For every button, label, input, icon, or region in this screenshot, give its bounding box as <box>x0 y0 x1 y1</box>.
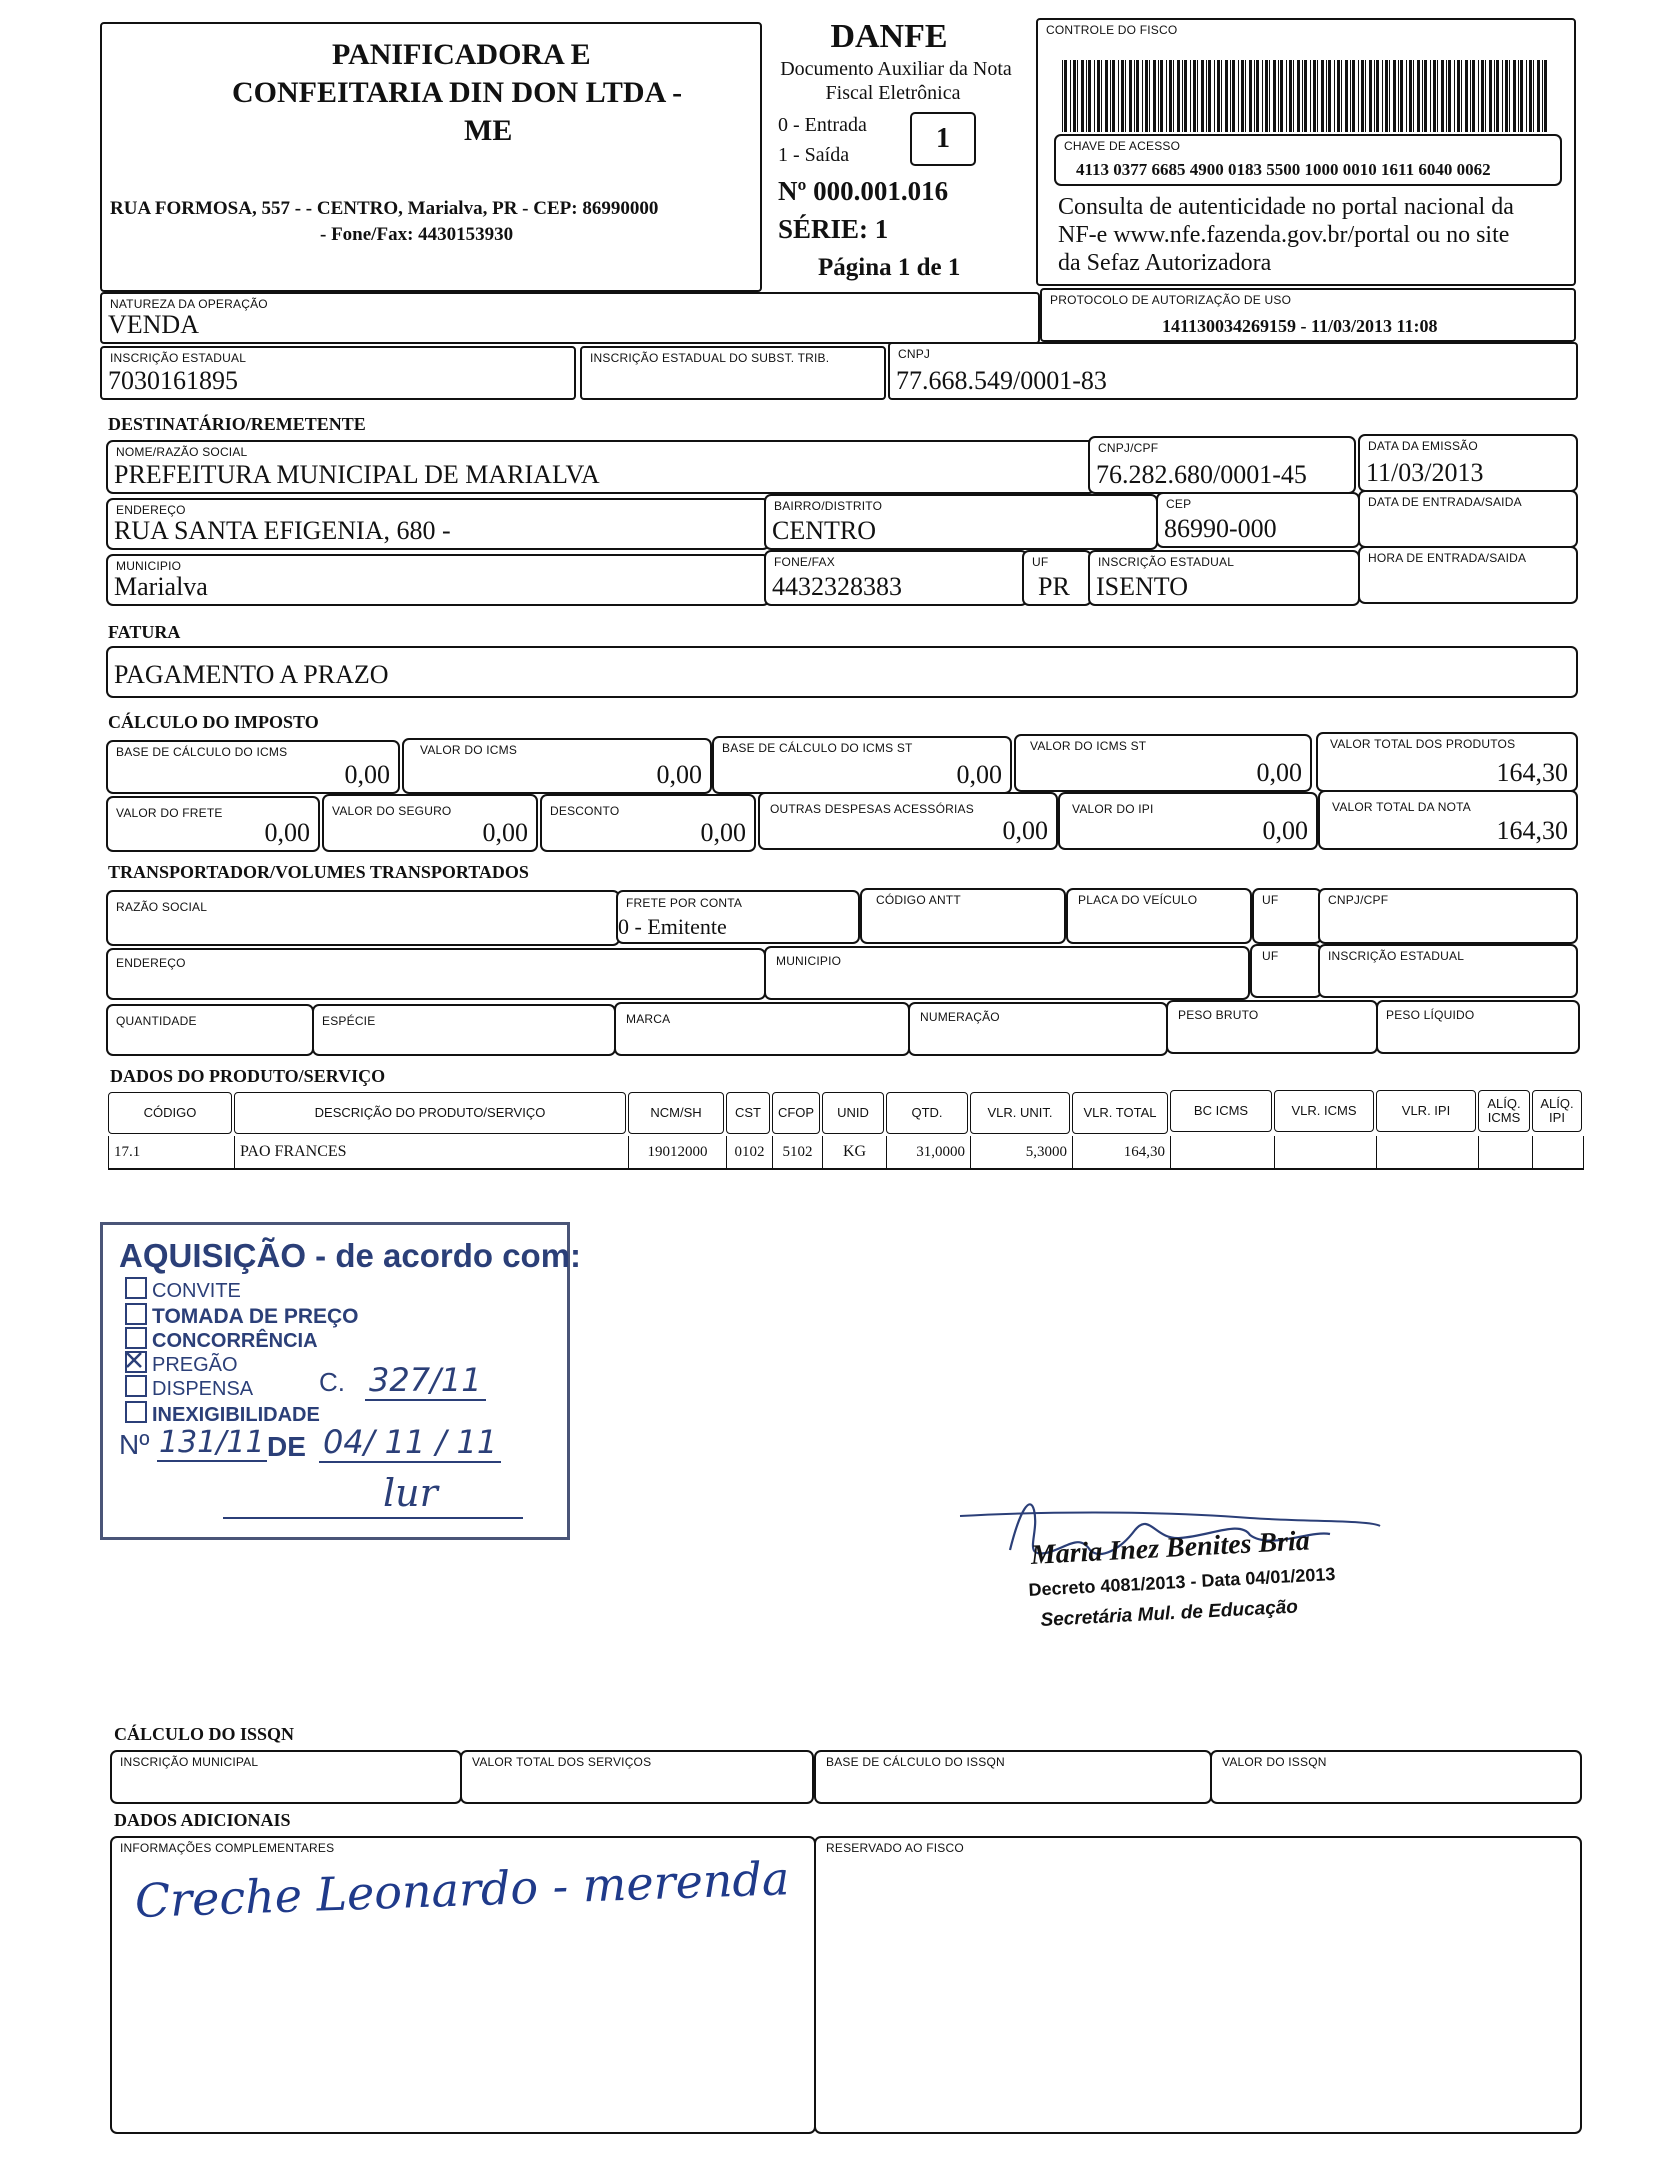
transp-endereco-box <box>106 948 766 1000</box>
natureza-label: NATUREZA DA OPERAÇÃO <box>110 297 268 311</box>
transp-peso-bruto-box <box>1166 1000 1378 1054</box>
section-produtos: DADOS DO PRODUTO/SERVIÇO <box>110 1066 386 1086</box>
emitter-name-line-2: CONFEITARIA DIN DON LTDA - <box>232 76 683 109</box>
transp-uf-box <box>1252 888 1322 944</box>
stamp-n-label: Nº <box>119 1429 150 1460</box>
stamp-signature-line <box>223 1517 523 1519</box>
dest-ie-box <box>1088 550 1360 606</box>
cnpj-emitter-value: 77.668.549/0001-83 <box>896 366 1107 395</box>
imp-total-produtos-box <box>1316 732 1578 792</box>
dest-nome-value: PREFEITURA MUNICIPAL DE MARIALVA <box>114 460 600 489</box>
transp-frete-value: 0 - Emitente <box>618 914 727 939</box>
ie-st-box <box>580 346 886 400</box>
natureza-value: VENDA <box>108 310 199 339</box>
transp-especie-label: ESPÉCIE <box>322 1014 376 1028</box>
issqn-valor-servicos-label: VALOR TOTAL DOS SERVIÇOS <box>472 1755 652 1769</box>
transp-antt-box <box>860 888 1066 944</box>
section-fatura: FATURA <box>108 622 181 642</box>
stamp-c-label: C. <box>319 1367 345 1397</box>
imp-frete-box <box>106 796 320 852</box>
controle-fisco-label: CONTROLE DO FISCO <box>1046 23 1178 37</box>
emitter-address: RUA FORMOSA, 557 - - CENTRO, Marialva, PR - CEP: 86990000 <box>110 198 659 219</box>
imp-outras-box <box>758 792 1058 850</box>
reservado-fisco-box <box>814 1836 1582 2134</box>
dest-ie-value: ISENTO <box>1096 572 1188 601</box>
transp-cnpj-box <box>1318 888 1578 944</box>
dest-cep-label: CEP <box>1166 497 1192 511</box>
issqn-valor-servicos-box <box>460 1750 814 1804</box>
dest-emissao-box <box>1358 434 1578 492</box>
transp-cnpj-label: CNPJ/CPF <box>1328 893 1389 907</box>
stamp-option-convite: CONVITE <box>125 1277 241 1303</box>
tipo-box <box>910 112 976 166</box>
cell-codigo: 17.1 <box>108 1136 234 1168</box>
stamp-de-value: 04/ 11 / 11 <box>319 1423 501 1463</box>
dest-cnpj-value: 76.282.680/0001-45 <box>1096 460 1307 489</box>
stamp-rubrica: lur <box>383 1471 438 1515</box>
cell-vlr-unit: 5,3000 <box>970 1136 1072 1168</box>
info-complementar-label: INFORMAÇÕES COMPLEMENTARES <box>120 1841 335 1855</box>
danfe-block <box>764 18 1034 288</box>
imp-valor-icms-st-value: 0,00 <box>1256 758 1302 787</box>
dest-fone-label: FONE/FAX <box>774 555 835 569</box>
dest-bairro-label: BAIRRO/DISTRITO <box>774 499 883 513</box>
imp-ipi-box <box>1058 792 1318 850</box>
ie-value: 7030161895 <box>108 366 238 395</box>
stamp-option-inexigibilidade: INEXIGIBILIDADE <box>125 1401 320 1427</box>
dest-municipio-value: Marialva <box>114 572 208 601</box>
imp-seguro-box <box>322 794 538 852</box>
imp-frete-value: 0,00 <box>264 818 310 847</box>
dest-uf-value: PR <box>1038 572 1070 601</box>
transp-uf-label: UF <box>1262 893 1279 907</box>
cell-aliq-ipi <box>1532 1136 1584 1168</box>
cell-cst: 0102 <box>726 1136 772 1168</box>
dest-nome-box <box>106 440 1096 494</box>
emitter-phone: - Fone/Fax: 4430153930 <box>320 224 514 245</box>
nf-number: Nº 000.001.016 <box>778 176 949 206</box>
checkbox-pregao-checked <box>125 1351 147 1373</box>
entrada-label: 0 - Entrada <box>778 114 867 136</box>
stamp-de-label: DE <box>267 1431 306 1462</box>
imp-base-icms-st-value: 0,00 <box>956 760 1002 789</box>
cell-unid: KG <box>822 1136 886 1168</box>
saida-label: 1 - Saída <box>778 144 850 166</box>
imp-desconto-box <box>540 794 756 852</box>
transp-municipio-label: MUNICIPIO <box>776 954 842 968</box>
imp-valor-icms-st-box <box>1014 734 1312 792</box>
imp-total-produtos-value: 164,30 <box>1496 758 1568 787</box>
dest-municipio-label: MUNICIPIO <box>116 559 182 573</box>
transp-uf2-label: UF <box>1262 949 1279 963</box>
stamp-option-dispensa: DISPENSA <box>125 1375 253 1401</box>
checkbox-tomada <box>125 1303 147 1325</box>
dest-endereco-value: RUA SANTA EFIGENIA, 680 - <box>114 516 451 545</box>
dest-hora-label: HORA DE ENTRADA/SAIDA <box>1368 551 1527 565</box>
dest-cep-value: 86990-000 <box>1164 514 1277 543</box>
col-header-vlr-total: VLR. TOTAL <box>1072 1092 1168 1134</box>
ie-box <box>100 346 576 400</box>
emitter-box <box>100 22 762 292</box>
col-header-aliq-ipi: ALÍQ. IPI <box>1532 1090 1582 1132</box>
imp-base-icms-st-box <box>712 736 1012 794</box>
transp-placa-label: PLACA DO VEÍCULO <box>1078 893 1198 907</box>
dest-hora-box <box>1358 546 1578 604</box>
consulta-line-1: Consulta de autenticidade no portal nacional da <box>1058 194 1514 220</box>
ie-label: INSCRIÇÃO ESTADUAL <box>110 351 247 365</box>
transp-endereco-label: ENDEREÇO <box>116 956 186 970</box>
transp-numeracao-label: NUMERAÇÃO <box>920 1010 1000 1024</box>
transp-placa-box <box>1066 888 1252 944</box>
cell-vlr-icms <box>1274 1136 1376 1168</box>
issqn-base-label: BASE DE CÁLCULO DO ISSQN <box>826 1755 1005 1769</box>
imp-frete-label: VALOR DO FRETE <box>116 806 223 820</box>
cell-descricao: PAO FRANCES <box>234 1136 628 1168</box>
barcode <box>1062 60 1554 132</box>
section-transporte: TRANSPORTADOR/VOLUMES TRANSPORTADOS <box>108 862 529 882</box>
cnpj-emitter-label: CNPJ <box>898 347 931 361</box>
imp-total-nota-box <box>1318 790 1578 850</box>
cell-ncm: 19012000 <box>628 1136 726 1168</box>
signer-name: Maria Inez Benites Bria <box>1030 1525 1311 1571</box>
imp-total-produtos-label: VALOR TOTAL DOS PRODUTOS <box>1330 737 1516 751</box>
cnpj-emitter-box <box>888 342 1578 400</box>
dest-emissao-label: DATA DA EMISSÃO <box>1368 439 1478 453</box>
fisco-box <box>1036 18 1576 286</box>
issqn-valor-box <box>1210 1750 1582 1804</box>
col-header-vlr-ipi: VLR. IPI <box>1376 1090 1476 1132</box>
fatura-box <box>106 646 1578 698</box>
consulta-line-3: da Sefaz Autorizadora <box>1058 250 1272 276</box>
consulta-line-2: NF-e www.nfe.fazenda.gov.br/portal ou no site <box>1058 222 1510 248</box>
imp-valor-icms-box <box>402 738 712 794</box>
issqn-inscricao-box <box>110 1750 462 1804</box>
transp-frete-label: FRETE POR CONTA <box>626 896 743 910</box>
imp-outras-value: 0,00 <box>1002 816 1048 845</box>
imp-valor-icms-label: VALOR DO ICMS <box>420 743 518 757</box>
dest-bairro-box <box>764 494 1158 550</box>
chave-value: 4113 0377 6685 4900 0183 5500 1000 0010 1611 6040 0062 <box>1076 160 1491 179</box>
transp-peso-bruto-label: PESO BRUTO <box>1178 1008 1259 1022</box>
col-header-bc-icms: BC ICMS <box>1170 1090 1272 1132</box>
info-complementar-box <box>110 1836 816 2134</box>
info-handwritten: Creche Leonardo - merenda <box>134 1851 791 1928</box>
checkbox-inexigibilidade <box>125 1401 147 1423</box>
dest-fone-box <box>764 550 1028 606</box>
signer-cargo: Secretária Mul. de Educação <box>1040 1596 1299 1631</box>
col-header-ncm: NCM/SH <box>628 1092 724 1134</box>
col-header-qtd: QTD. <box>886 1092 968 1134</box>
transp-frete-box <box>616 890 860 944</box>
transp-razao-box <box>106 890 620 946</box>
stamp-n-value: 131/11 <box>159 1425 265 1460</box>
cell-aliq-icms <box>1478 1136 1532 1168</box>
issqn-base-box <box>814 1750 1212 1804</box>
imp-ipi-label: VALOR DO IPI <box>1072 802 1154 816</box>
col-header-cfop: CFOP <box>772 1092 820 1134</box>
imp-seguro-label: VALOR DO SEGURO <box>332 804 452 818</box>
imp-desconto-label: DESCONTO <box>550 804 620 818</box>
reservado-fisco-label: RESERVADO AO FISCO <box>826 1841 964 1855</box>
stamp-option-concorrencia: CONCORRÊNCIA <box>125 1327 318 1353</box>
danfe-subtitle-1: Documento Auxiliar da Nota <box>780 58 1012 80</box>
dest-endereco-label: ENDEREÇO <box>116 503 186 517</box>
col-header-codigo: CÓDIGO <box>108 1092 232 1134</box>
section-destinatario: DESTINATÁRIO/REMETENTE <box>108 414 366 434</box>
imp-base-icms-value: 0,00 <box>344 760 390 789</box>
chave-label: CHAVE DE ACESSO <box>1064 139 1181 153</box>
transp-numeracao-box <box>908 1002 1168 1056</box>
issqn-valor-label: VALOR DO ISSQN <box>1222 1755 1327 1769</box>
dest-endereco-box <box>106 498 770 550</box>
transp-marca-label: MARCA <box>626 1012 671 1026</box>
col-header-cst: CST <box>726 1092 770 1134</box>
dest-cnpj-box <box>1088 436 1356 494</box>
signer-decreto: Decreto 4081/2013 - Data 04/01/2013 <box>1028 1563 1336 1600</box>
section-issqn: CÁLCULO DO ISSQN <box>114 1724 295 1744</box>
chave-box <box>1054 134 1562 186</box>
checkbox-convite <box>125 1277 147 1299</box>
emitter-name-line-3: ME <box>464 114 513 147</box>
protocolo-label: PROTOCOLO DE AUTORIZAÇÃO DE USO <box>1050 293 1292 307</box>
nf-serie: SÉRIE: 1 <box>778 214 889 244</box>
aquisicao-stamp <box>100 1222 582 1540</box>
imp-outras-label: OUTRAS DESPESAS ACESSÓRIAS <box>770 802 974 816</box>
issqn-inscricao-label: INSCRIÇÃO MUNICIPAL <box>120 1755 259 1769</box>
cell-qtd: 31,0000 <box>886 1136 970 1168</box>
stamp-title: AQUISIÇÃO - de acordo com: <box>119 1237 582 1274</box>
imp-valor-icms-value: 0,00 <box>656 760 702 789</box>
dest-fone-value: 4432328383 <box>772 572 902 601</box>
col-header-aliq-icms: ALÍQ. ICMS <box>1478 1090 1530 1132</box>
col-header-vlr-unit: VLR. UNIT. <box>970 1092 1070 1134</box>
stamp-option-pregao: PREGÃO <box>125 1351 238 1377</box>
danfe-subtitle-2: Fiscal Eletrônica <box>825 82 961 104</box>
transp-peso-liquido-label: PESO LÍQUIDO <box>1386 1008 1475 1022</box>
transp-razao-label: RAZÃO SOCIAL <box>116 900 208 914</box>
imp-desconto-value: 0,00 <box>700 818 746 847</box>
table-row <box>108 1136 1584 1170</box>
fatura-text: PAGAMENTO A PRAZO <box>114 660 389 689</box>
section-adicionais: DADOS ADICIONAIS <box>114 1810 291 1830</box>
natureza-box <box>100 292 1040 344</box>
dest-uf-box <box>1022 550 1092 606</box>
transp-uf2-box <box>1250 944 1322 998</box>
stamp-option-tomada: TOMADA DE PREÇO <box>125 1303 359 1329</box>
imp-seguro-value: 0,00 <box>482 818 528 847</box>
dest-ie-label: INSCRIÇÃO ESTADUAL <box>1098 555 1235 569</box>
cell-cfop: 5102 <box>772 1136 822 1168</box>
dest-cnpj-label: CNPJ/CPF <box>1098 441 1159 455</box>
transp-antt-label: CÓDIGO ANTT <box>876 893 961 907</box>
imp-total-nota-value: 164,30 <box>1496 816 1568 845</box>
col-header-descricao: DESCRIÇÃO DO PRODUTO/SERVIÇO <box>234 1092 626 1134</box>
imp-valor-icms-st-label: VALOR DO ICMS ST <box>1030 739 1147 753</box>
dest-entrada-saida-box <box>1358 490 1578 548</box>
col-header-vlr-icms: VLR. ICMS <box>1274 1090 1374 1132</box>
transp-ie-label: INSCRIÇÃO ESTADUAL <box>1328 949 1465 963</box>
transp-quantidade-box <box>106 1004 314 1056</box>
transp-ie-box <box>1318 944 1578 998</box>
cell-bc-icms <box>1170 1136 1274 1168</box>
transp-quantidade-label: QUANTIDADE <box>116 1014 197 1028</box>
transp-especie-box <box>312 1004 616 1056</box>
cell-vlr-ipi <box>1376 1136 1478 1168</box>
section-imposto: CÁLCULO DO IMPOSTO <box>108 712 319 732</box>
protocolo-value: 141130034269159 - 11/03/2013 11:08 <box>1162 316 1438 336</box>
transp-marca-box <box>614 1002 910 1056</box>
dest-nome-label: NOME/RAZÃO SOCIAL <box>116 445 248 459</box>
nf-pagina: Página 1 de 1 <box>818 254 961 281</box>
transp-peso-liquido-box <box>1376 1000 1580 1054</box>
tipo-value: 1 <box>936 123 950 154</box>
dest-cep-box <box>1156 492 1360 548</box>
ie-st-label: INSCRIÇÃO ESTADUAL DO SUBST. TRIB. <box>590 351 830 365</box>
protocolo-box <box>1040 288 1576 342</box>
dest-municipio-box <box>106 554 770 606</box>
transp-municipio-box <box>764 946 1250 1000</box>
product-table <box>108 1090 1584 1172</box>
emitter-name-line-1: PANIFICADORA E <box>332 38 591 71</box>
imp-base-icms-box <box>106 740 400 794</box>
dest-entrada-saida-label: DATA DE ENTRADA/SAIDA <box>1368 495 1522 509</box>
checkbox-dispensa <box>125 1375 147 1397</box>
dest-emissao-value: 11/03/2013 <box>1366 458 1484 487</box>
dest-bairro-value: CENTRO <box>772 516 876 545</box>
col-header-unid: UNID <box>822 1092 884 1134</box>
stamp-c-value: 327/11 <box>365 1361 486 1401</box>
checkbox-concorrencia <box>125 1327 147 1349</box>
cell-vlr-total: 164,30 <box>1072 1136 1170 1168</box>
imp-ipi-value: 0,00 <box>1262 816 1308 845</box>
imp-total-nota-label: VALOR TOTAL DA NOTA <box>1332 800 1471 814</box>
imp-base-icms-label: BASE DE CÁLCULO DO ICMS <box>116 745 288 759</box>
dest-uf-label: UF <box>1032 555 1049 569</box>
danfe-title: DANFE <box>830 18 948 55</box>
imp-base-icms-st-label: BASE DE CÁLCULO DO ICMS ST <box>722 741 913 755</box>
